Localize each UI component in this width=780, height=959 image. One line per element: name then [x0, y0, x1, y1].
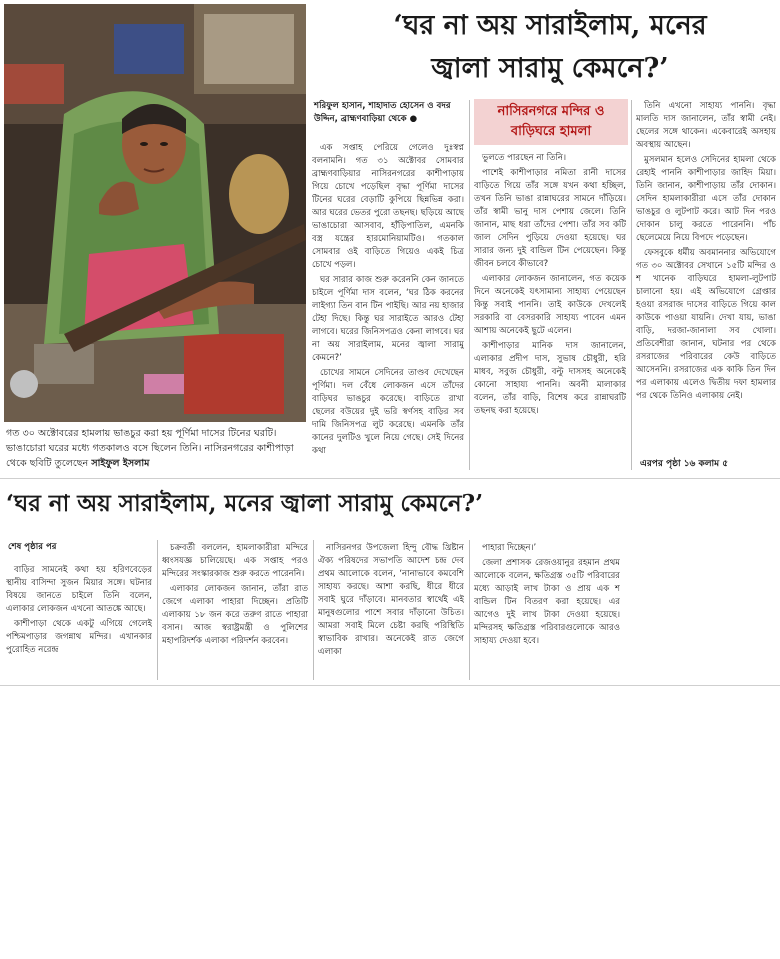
column-rule — [469, 540, 470, 680]
article-column-2 — [474, 152, 626, 470]
paragraph: কাশীপাড়া থেকে একটু এগিয়ে গেলেই পশ্চিমপাড়ার জগন্নাথ মন্দির। এখানকার পুরোহিত নরেন্দ্র — [6, 619, 152, 655]
photo-caption — [6, 426, 306, 471]
paragraph: পাশেই কাশীপাড়ার নমিতা রানী দাসের বাড়িতে গিয়ে তাঁর সঙ্গে যখন কথা হচ্ছিল, তখন তিনি ভাঙা রান্নাঘরের সামনে দাঁড়িয়ে। তাঁর স্বামী ভানু দাস পেশায় জেলে। তিনি জানান, মাছ ধরা তাঁদের পেশা। তাঁর সব কটি জাল সেদিন পুড়িয়ে দেওয়া হয়েছে। ঘর সারার জন্য দুই বান্ডিল টিন পেয়েছেন। কিন্তু জীবন চলবে কীভাবে? — [474, 168, 626, 269]
continuation-column-1 — [6, 564, 152, 680]
paragraph: এক সপ্তাহ পেরিয়ে গেলেও দুঃস্বপ্ন বলনামনি। গত ৩১ অক্টোবর সোমবার ব্রাহ্মণবাড়িয়ার নাসিরনগরের কাশীপাড়ায় গিয়ে চোখে পড়েছিল বৃদ্ধা পূর্ণিমা দাসের টিনের ঘরের বেড়াটি কুপিয়ে ছিন্নভিন্ন করা। আর ঘরের ভেতর পুরো তছনছ। ছড়িয়ে আছে ভাঙাচোরা আসবাব, হাঁড়িপাতিল, এমনকি বস্ত্র যন্ত্রের হারমোনিয়ামটিও। গতকাল সোমবার ওই বাড়িতে গিয়েও একই চিত্র চোখে পড়ল। — [312, 143, 464, 270]
article-column-1 — [312, 142, 464, 468]
paragraph: জেলা প্রশাসক রেজওয়ানুর রহমান প্রথম আলোকে বলেন, ক্ষতিগ্রস্ত ৩৫টি পরিবারের মধ্যে আড়াই লাখ টাকা ও প্রায় এক শ বান্ডিল টিন বিতরণ করা হয়েছে। এর আগেও দুই লাখ টাকা দেওয়া হয়েছে। মন্দিরসহ ক্ষতিগ্রস্ত পরিবারগুলোকে আরও সাহায্য দেওয়া হবে। — [474, 558, 620, 646]
top-article — [0, 0, 780, 479]
column-rule — [631, 100, 632, 470]
column-rule — [157, 540, 158, 680]
paragraph: এলাকার লোকজন জানালেন, গত কয়েক দিনে অনেকেই যৎসামান্য সাহায্য পেয়েছেন কিন্তু সবাই পাননি। তাই কাউকে দেখলেই সরকারি বা বেসরকারি সাহায্য পাবেন এমন আশায় অনেকেই ছুটে এলেন। — [474, 274, 626, 336]
byline: শরিফুল হাসান, শাহাদাত হোসেন ও বদর উদ্দিন, ব্রাহ্মণবাড়িয়া থেকে ● — [314, 101, 451, 124]
article-column-3 — [636, 100, 776, 450]
paragraph: ভুলতে পারছেন না তিনি। — [482, 153, 567, 163]
continued-from-label: শেষ পৃষ্ঠার পর — [8, 542, 57, 552]
paragraph: ঘর সারার কাজ শুরু করেননি কেন জানতে চাইলে পূর্ণিমা দাস বলেন, ‘ঘর ঠিক করনের লাইগ্যা তিন বান টিন পাইছি। আর নয় হাজার টেহা দিছে। কিন্তু ঘর সারাইতে আরও টেহা লাগবে। ঘরের জিনিসপত্রও কেনা লাগবে। ঘর না অয় সারাইলাম, মনের জ্বালা সারামু কেমনে?’ — [312, 275, 464, 363]
paragraph: ফেসবুকে ধর্মীয় অবমাননার অভিযোগে গত ৩০ অক্টোবর সেখানে ১৫টি মন্দির ও শ খানেক বাড়িঘরে হামলা-লুটপাট চালানো হয়। এই অভিযোগে গ্রেপ্তার হওয়া রসরাজ দাসের বাড়িতে গিয়ে কাল কাউকে পাওয়া যায়নি। দেখা যায়, ভাঙা বাড়ি, দরজা-জানালা সব খোলা। প্রতিবেশীরা জানান, ঘটনার পর থেকে রসরাজের পরিবারের কেউ বাড়িতে আসেননি। রসরাজের এক কাকি তিন দিন পর এলাকায় এলেও দ্বিতীয় দফা হামলার পর থেকে তিনিও এলাকায় নেই। — [636, 248, 776, 401]
paragraph: চোখের সামনে সেদিনের তাণ্ডব দেখেছেন পূর্ণিমা। দল বেঁধে লোকজন এসে তাঁদের বাড়িঘর ভাঙচুর করেছে। বাড়িতে রাখা ছেলের বউয়ের দুই ভরি স্বর্ণসহ বাড়ির সব দামি জিনিসপত্র লুট করেছে। এমনকি তাঁর কানের দুলটিও খুলে নিয়ে গেছে। সেই দিনের কথা — [312, 368, 464, 456]
continuation-column-3 — [318, 542, 464, 680]
column-rule — [313, 540, 314, 680]
paragraph: তিনি এখনো সাহায্য পাননি। বৃদ্ধা মালতি দাস জানালেন, তাঁর স্বামী নেই। ছেলের সঙ্গে থাকেন। একেবারেই অসহায় অবস্থায় আছেন। — [636, 101, 776, 150]
photo-illustration — [4, 4, 306, 422]
paragraph: নাসিরনগর উপজেলা হিন্দু বৌদ্ধ খ্রিষ্টান ঐক্য পরিষদের সভাপতি আদেশ চন্দ্র দেব প্রথম আলোকে বলেন, ‘নানাভাবে কমবেশি সাহায্য করছে। আশা করছি, ধীরে ধীরে সবাই ঘুরে দাঁড়াবে। মানবতার স্বার্থেই এই মানুষগুলোর পাশে সবার দাঁড়ানো উচিত। আমরা সবাই মিলে চেষ্টা করছি পরিস্থিতি স্বাভাবিক রাখার। অনেকেই রাত জেগে এলাকা — [318, 543, 464, 657]
paragraph: চক্রবর্তী বললেন, হামলাকারীরা মন্দিরে ধ্বংসযজ্ঞ চালিয়েছে। এক সপ্তাহ পরও মন্দিরের সংস্কারকাজ শুরু করতে পারেননি। — [162, 543, 308, 579]
caption-text: গত ৩০ অক্টোবরের হামলায় ভাঙচুর করা হয় পূর্ণিমা দাসের টিনের ঘরটি। ভাঙাচোরা ঘরের মধ্যে গতকালও বসে ছিলেন তিনি। নাসিরনগরের কাশীপাড়া থেকে ছবিটি তুলেছেন — [6, 428, 294, 469]
bottom-article — [0, 480, 780, 686]
paragraph: বাড়ির সামনেই কথা হয় হরিণবেড়ের স্থানীয় বাসিন্দা সুজন মিয়ার সঙ্গে। ঘটনার বিষয়ে জানতে চাইলে তিনি বলেন, এলাকার লোকজন এখনো আতঙ্কে আছে। — [6, 565, 152, 614]
headline-line-1: ‘ঘর না অয় সারাইলাম, মনের — [393, 10, 707, 41]
paragraph: পাহারা দিচ্ছেন।’ — [482, 543, 537, 553]
paragraph: মুসলমান হলেও সেদিনের হামলা থেকে রেহাই পাননি কাশীপাড়ার জাহিদ মিয়া। তিনি জানান, কাশীপাড়ায় তাঁর দোকান। সেদিন হামলাকারীরা এসে তাঁর দোকান ভাঙচুর ও লুটপাট করে। আট দিন পরও দোকান চালু করতে পারেননি। পাঁচ ছেলেমেয়ে নিয়ে বিপদে পড়েছেন। — [636, 155, 776, 243]
continued-note: এরপর পৃষ্ঠা ১৬ কলাম ৫ — [640, 459, 729, 469]
continuation-column-4 — [474, 542, 620, 680]
headline-line-2: জ্বালা সারামু কেমনে?’ — [431, 53, 669, 84]
paragraph: কাশীপাড়ার মানিক দাস জানালেন, এলাকার প্রদীপ দাস, সুভাষ চৌধুরী, হরি মাধব, সবুজ চৌধুরী, বল্টু দাসসহ অনেকেই কোনো সাহায্য পাননি। অবনী মালাকার বলেন, তাঁর বাড়ি, বিশেষ করে রান্নাঘরটি তছনছ করা হয়েছে। — [474, 341, 626, 416]
subheadline: নাসিরনগরে মন্দির ও বাড়িঘরে হামলা — [474, 99, 628, 145]
news-photo — [4, 4, 306, 422]
continuation-column-2 — [162, 542, 308, 680]
headline — [340, 4, 760, 90]
column-rule — [469, 100, 470, 470]
paragraph: এলাকার লোকজন জানান, তাঁরা রাত জেগে এলাকা পাহারা দিচ্ছেন। প্রতিটি এলাকায় ১৮ জন করে তরুণ রাতে পাহারা বসান। আজ স্বরাষ্ট্রমন্ত্রী ও পুলিশের মহাপরিদর্শক এলাকা পরিদর্শন করবেন। — [162, 584, 308, 646]
caption-credit: সাইফুল ইসলাম — [91, 458, 150, 469]
continuation-headline: ‘ঘর না অয় সারাইলাম, মনের জ্বালা সারামু কেমনে?’ — [6, 490, 484, 517]
